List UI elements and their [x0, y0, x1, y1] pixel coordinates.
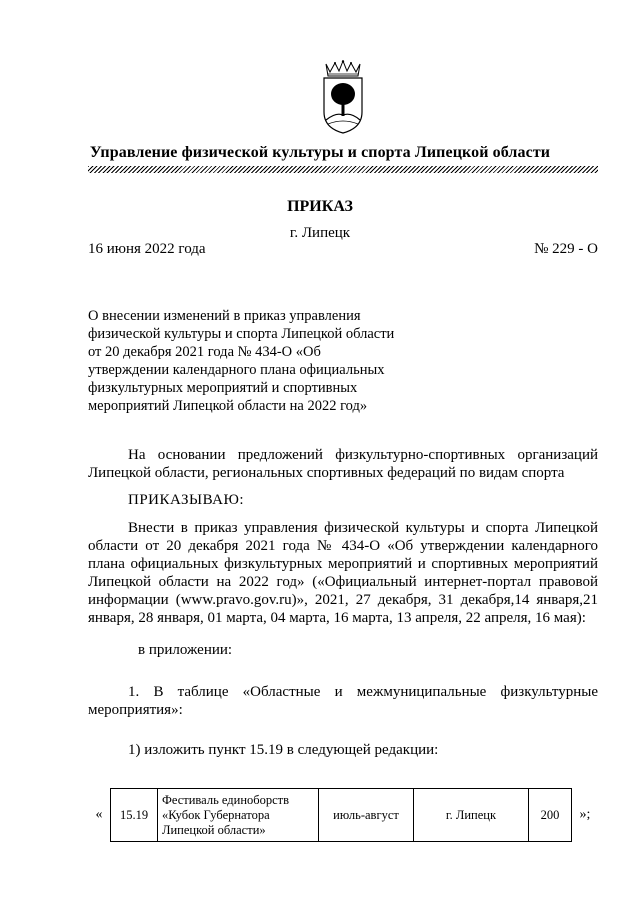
document-number: № 229 - О — [534, 241, 598, 257]
close-quote: »; — [579, 807, 591, 822]
open-quote: « — [95, 807, 103, 822]
item-1-paragraph: 1. В таблице «Областные и межмуниципальные физкультурные мероприятия»: — [88, 684, 598, 718]
cell-number: 15.19 — [111, 789, 158, 842]
appendix-paragraph: в приложении: — [138, 642, 233, 658]
organization-title: Управление физической культуры и спорта Липецкой области — [89, 144, 551, 161]
table-row — [88, 789, 598, 842]
item-1-1-paragraph: 1) изложить пункт 15.19 в следующей редакции: — [128, 742, 439, 758]
cell-event: Фестиваль единоборств «Кубок Губернатора Липецкой области» — [158, 789, 319, 842]
amendment-table — [88, 788, 598, 842]
coat-of-arms-icon — [318, 60, 368, 134]
order-directive: ПРИКАЗЫВАЮ: — [128, 492, 245, 508]
basis-paragraph: На основании предложений физкультурно-спортивных организаций Липецкой области, региональных спортивных федераций по видам спорта — [88, 447, 598, 481]
document-title: ПРИКАЗ — [287, 198, 353, 215]
document-date: 16 июня 2022 года — [88, 241, 206, 257]
cell-place: г. Липецк — [414, 789, 529, 842]
document-subject: О внесении изменений в приказ управления физической культуры и спорта Липецкой области от 20 декабря 2021 года № 434-О «Об утверждении календарного плана официальных физкультурных мероприятий и спортивных мероприятий Липецкой области на 2022 год» — [88, 308, 395, 414]
header-divider — [88, 166, 598, 173]
intro-paragraph: Внести в приказ управления физической культуры и спорта Липецкой области от 20 декабря 2021 года № 434-О «Об утверждении календарного плана официальных физкультурных мероприятий и спортивных мероприятий Липецкой области на 2022 год» («Официальный интернет-портал правовой информации (www.pravo.gov.ru)», 2021, 27 декабря, 31 декабря,14 января,21 января, 28 января, 01 марта, 04 марта, 16 марта, 13 апреля, 22 апреля, 16 мая): — [88, 520, 598, 626]
cell-period: июль-август — [319, 789, 414, 842]
cell-participants: 200 — [529, 789, 572, 842]
document-city: г. Липецк — [289, 225, 351, 241]
